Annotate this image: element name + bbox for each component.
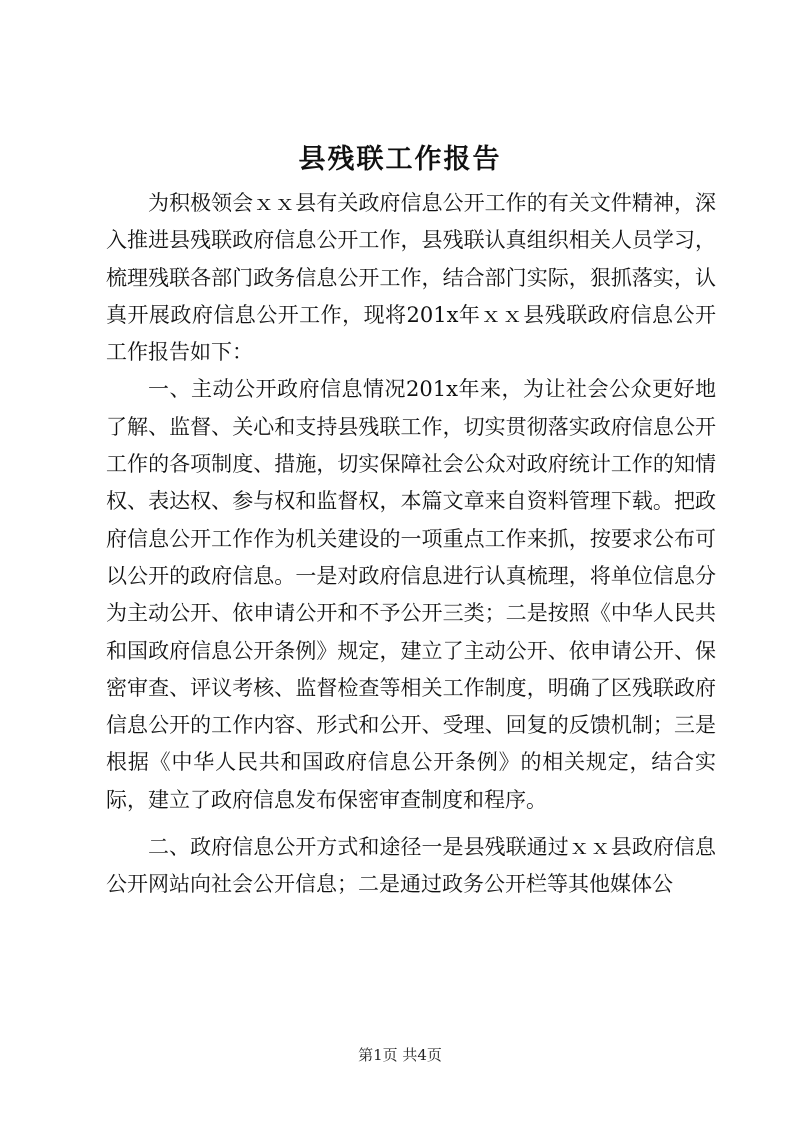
- document-body: [106, 185, 716, 904]
- document-title: 县残联工作报告: [298, 144, 502, 175]
- paragraph-section-1: 一、主动公开政府信息情况201x年来，为让社会公众更好地了解、监督、关心和支持县残联工作，切实贯彻落实政府信息公开工作的各项制度、措施，切实保障社会公众对政府统计工作的知情权、表达权、参与权和监督权，本篇文章来自资料管理下载。把政府信息公开工作作为机关建设的一项重点工作来抓，按要求公布可以公开的政府信息。一是对政府信息进行认真梳理，将单位信息分为主动公开、依申请公开和不予公开三类；二是按照《中华人民共和国政府信息公开条例》规定，建立了主动公开、依申请公开、保密审查、评议考核、监督检查等相关工作制度，明确了区残联政府信息公开的工作内容、形式和公开、受理、回复的反馈机制；三是根据《中华人民共和国政府信息公开条例》的相关规定，结合实际，建立了政府信息发布保密审查制度和程序。: [106, 377, 716, 812]
- paragraph-intro: 为积极领会ｘｘ县有关政府信息公开工作的有关文件精神，深入推进县残联政府信息公开工作，县残联认真组织相关人员学习，梳理残联各部门政务信息公开工作，结合部门实际，狠抓落实，认真开展政府信息公开工作，现将201x年ｘｘ县残联政府信息公开工作报告如下：: [106, 191, 716, 365]
- paragraph-section-2: 二、政府信息公开方式和途径一是县残联通过ｘｘ县政府信息公开网站向社会公开信息；二是通过政务公开栏等其他媒体公: [106, 835, 716, 897]
- page-number-footer: 第1页 共4页: [358, 1046, 442, 1064]
